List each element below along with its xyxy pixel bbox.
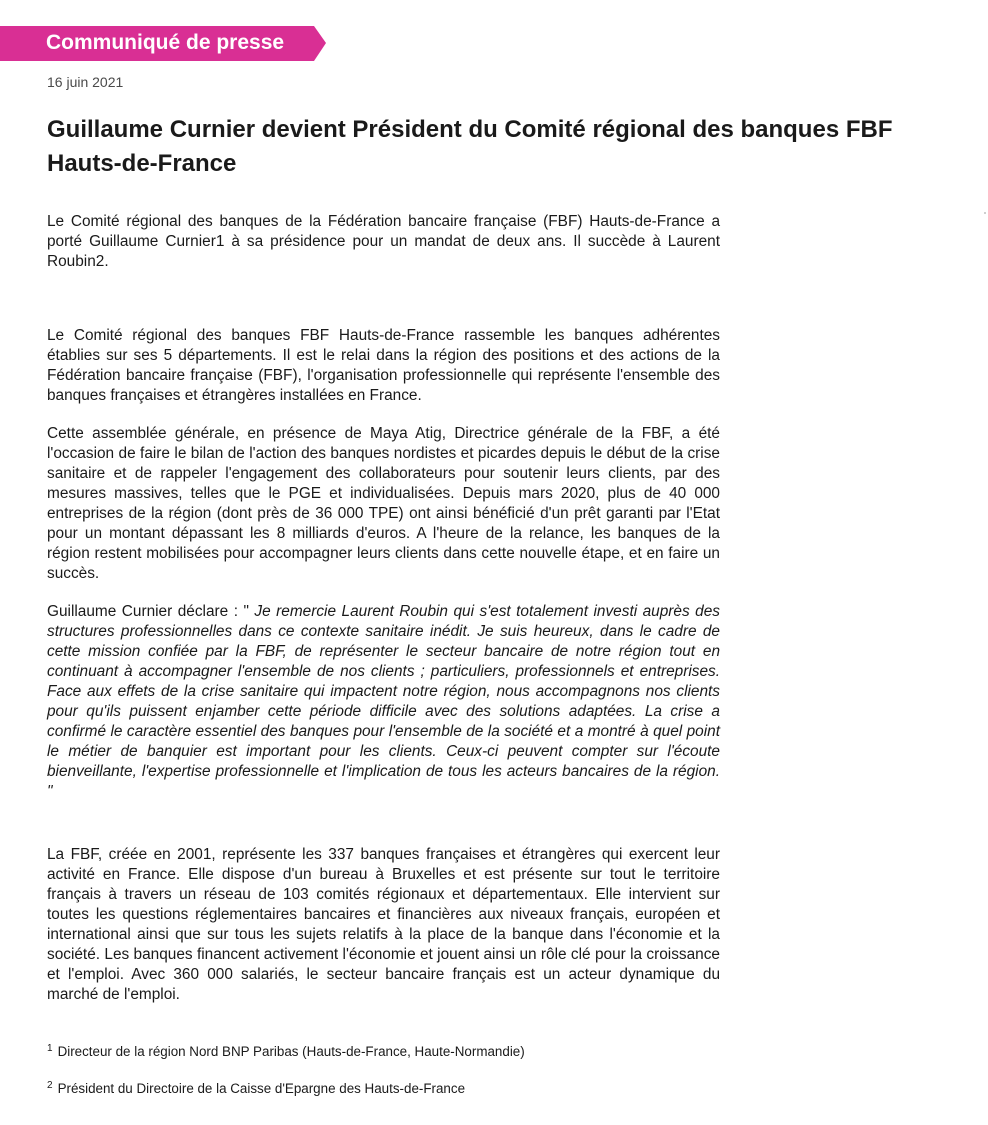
press-release-label: Communiqué de presse (46, 31, 285, 54)
article-title: Guillaume Curnier devient Président du Comité régional des banques FBF Hauts-de-France (47, 116, 893, 177)
assembly-paragraph: Cette assemblée générale, en présence de Maya Atig, Directrice générale de la FBF, a été l'occasion de faire le bilan de l'action des banques nordistes et picardes depuis le début de la crise sanitaire et de rappeler l'engagement des collaborateurs pour soutenir leurs clients, par des mesures massives, telles que le PGE et individualisées. Depuis mars 2020, plus de 40 000 entreprises de la région (dont près de 36 000 TPE) ont ainsi bénéficié d'un prêt garanti par l'Etat pour un montant dépassant les 8 milliards d'euros. A l'heure de la relance, les banques de la région restent mobilisées pour accompagner leurs clients dans cette nouvelle étape, et en faire un succès. (47, 425, 720, 582)
quote-paragraph (47, 602, 720, 802)
committee-paragraph: Le Comité régional des banques FBF Hauts-de-France rassemble les banques adhérentes établies sur ses 5 départements. Il est le relai dans la région des positions et des actions de la Fédération bancaire française (FBF), l'organisation professionnelle qui représente l'ensemble des banques françaises et étrangères installées en France. (47, 327, 720, 404)
quote-intro: Guillaume Curnier déclare : " (47, 603, 255, 620)
page-artifact-dot (984, 212, 986, 214)
footnote-2-marker: 2 (47, 1080, 53, 1091)
footnote-1-text: Directeur de la région Nord BNP Paribas (Hauts-de-France, Haute-Normandie) (57, 1044, 525, 1059)
footnote-1-marker: 1 (47, 1043, 53, 1054)
intro-paragraph: Le Comité régional des banques de la Fédération bancaire française (FBF) Hauts-de-France a porté Guillaume Curnier1 à sa présidence pour un mandat de deux ans. Il succède à Laurent Roubin2. (47, 213, 720, 270)
publication-date: 16 juin 2021 (47, 74, 124, 90)
fbf-description-paragraph: La FBF, créée en 2001, représente les 337 banques françaises et étrangères qui exercent leur activité en France. Elle dispose d'un bureau à Bruxelles et est présente sur tout le territoire français à travers un réseau de 103 comités régionaux et départementaux. Elle intervient sur toutes les questions réglementaires bancaires et financières aux niveaux français, européen et international ainsi que sur tous les sujets relatifs à la place de la banque dans l'économie et la société. Les banques financent activement l'économie et jouent ainsi un rôle clé pour la croissance et l'emploi. Avec 360 000 salariés, le secteur bancaire français est un acteur dynamique du marché de l'emploi. (47, 846, 720, 1003)
footnote-2 (47, 1080, 465, 1100)
quote-text: Je remercie Laurent Roubin qui s'est totalement investi auprès des structures professionnelles dans ce contexte sanitaire inédit. Je suis heureux, dans le cadre de cette mission confiée par la FBF, de représenter le secteur bancaire de notre région tout en continuant à accompagner l'ensemble de nos clients ; particuliers, professionnels et entreprises. Face aux effets de la crise sanitaire qui impactent notre région, nous accompagnons nos clients pour qu'ils puissent enjamber cette période difficile avec des solutions adaptées. La crise a confirmé le caractère essentiel des banques pour l'ensemble de la société et a montré à quel point le métier de banquier est important pour les clients. Ceux-ci peuvent compter sur l'écoute bienveillante, l'expertise professionnelle et l'implication de tous les acteurs bancaires de la région. " (47, 603, 720, 800)
footnote-1 (47, 1043, 525, 1063)
footnote-2-text: Président du Directoire de la Caisse d'Epargne des Hauts-de-France (57, 1081, 466, 1096)
